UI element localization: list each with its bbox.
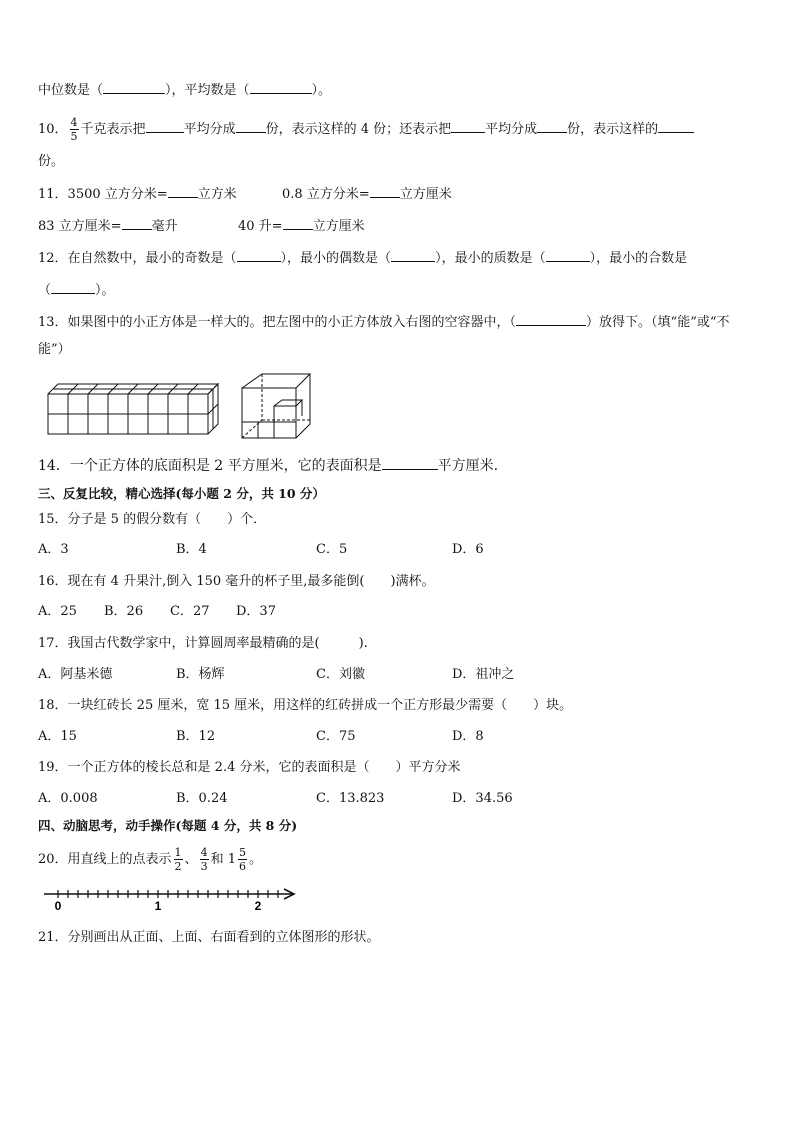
option-c[interactable]: C．27: [170, 604, 210, 619]
number-line: [40, 884, 310, 914]
fraction: $\frac{4}{3}$: [200, 846, 208, 873]
option-a[interactable]: A．阿基米德: [38, 667, 113, 682]
question-13: 13．如果图中的小正方体是一样大的。把左图中的小正方体放入右图的空容器中，（ ）放得下。（填“能”或“不: [38, 312, 730, 333]
answer-blank[interactable]: [51, 280, 95, 294]
answer-blank[interactable]: [382, 456, 438, 470]
option-d[interactable]: D．6: [452, 542, 484, 557]
option-d[interactable]: D．34.56: [452, 791, 513, 806]
answer-blank[interactable]: [451, 119, 485, 133]
question-21: 21．分别画出从正面、上面、右面看到的立体图形的形状。: [38, 930, 380, 945]
question-16: 16．现在有 4 升果汁,倒入 150 毫升的杯子里,最多能倒( )满杯。: [38, 574, 435, 589]
q9-tail: 中位数是（ ），平均数是（ ）。: [38, 80, 331, 101]
question-11-row1b: 0.8 立方分米= 立方厘米: [282, 184, 452, 205]
section-3-heading: 三、反复比较，精心选择(每小题 2 分，共 10 分）: [38, 486, 325, 501]
question-11-row1: 11．3500 立方分米= 立方米: [38, 184, 237, 205]
question-12-cont: （ ）。: [38, 280, 115, 301]
option-b[interactable]: B．0.24: [176, 791, 228, 806]
question-20: 20．用直线上的点表示 $\frac{1}{2}$ 、 $\frac{4}{3}$ 和 1 $\frac{5}{6}$ 。: [38, 846, 262, 873]
answer-blank[interactable]: [658, 119, 694, 133]
option-c[interactable]: C．5: [316, 542, 348, 557]
option-c[interactable]: C．13.823: [316, 791, 385, 806]
answer-blank[interactable]: [237, 248, 281, 262]
answer-blank[interactable]: [250, 80, 312, 94]
answer-blank[interactable]: [146, 119, 184, 133]
question-13-cont: 能”）: [38, 342, 71, 357]
option-b[interactable]: B．12: [176, 729, 216, 744]
answer-blank[interactable]: [391, 248, 435, 262]
question-11-row2b: 40 升= 立方厘米: [238, 216, 365, 237]
question-12: 12．在自然数中，最小的奇数是（ ），最小的偶数是（ ），最小的质数是（ ），最小的合数是: [38, 248, 687, 269]
option-a[interactable]: A．15: [38, 729, 77, 744]
question-10: 10． $\frac{4}{5}$ 千克表示把 平均分成 份，表示这样的 4 份；还表示把 平均分成 份，表示这样的: [38, 116, 694, 143]
option-d[interactable]: D．8: [452, 729, 484, 744]
fraction: $\frac{4}{5}$: [70, 116, 78, 143]
option-a[interactable]: A．0.008: [38, 791, 98, 806]
option-b[interactable]: B．4: [176, 542, 207, 557]
option-b[interactable]: B．26: [104, 604, 144, 619]
question-11-row2: 83 立方厘米= 毫升: [38, 216, 178, 237]
question-15: 15．分子是 5 的假分数有（ ）个．: [38, 512, 267, 527]
axis-label-1: 1: [154, 899, 162, 913]
question-17: 17．我国古代数学家中，计算圆周率最精确的是( ).: [38, 636, 368, 651]
fraction: $\frac{1}{2}$: [174, 846, 182, 873]
question-10-cont: 份。: [38, 154, 65, 169]
answer-blank[interactable]: [516, 312, 586, 326]
option-d[interactable]: D．祖冲之: [452, 667, 515, 682]
answer-blank[interactable]: [236, 119, 266, 133]
answer-blank[interactable]: [283, 216, 313, 230]
answer-blank[interactable]: [168, 184, 198, 198]
cube-block-figure: [44, 378, 234, 438]
question-19: 19．一个正方体的棱长总和是 2.4 分米，它的表面积是（ ）平方分米: [38, 760, 461, 775]
answer-blank[interactable]: [546, 248, 590, 262]
axis-label-2: 2: [254, 899, 262, 913]
option-d[interactable]: D．37: [236, 604, 276, 619]
option-c[interactable]: C．75: [316, 729, 356, 744]
option-a[interactable]: A．25: [38, 604, 77, 619]
option-b[interactable]: B．杨辉: [176, 667, 225, 682]
fraction: $\frac{5}{6}$: [238, 846, 246, 873]
question-18: 18．一块红砖长 25 厘米，宽 15 厘米，用这样的红砖拼成一个正方形最少需要（ ）块。: [38, 698, 573, 713]
option-c[interactable]: C．刘徽: [316, 667, 365, 682]
question-14: 14．一个正方体的底面积是 2 平方厘米，它的表面积是 平方厘米.: [38, 458, 499, 474]
answer-blank[interactable]: [103, 80, 165, 94]
option-a[interactable]: A．3: [38, 542, 69, 557]
answer-blank[interactable]: [370, 184, 400, 198]
container-figure: [238, 370, 318, 440]
answer-blank[interactable]: [537, 119, 567, 133]
axis-label-0: 0: [54, 899, 62, 913]
section-4-heading: 四、动脑思考，动手操作(每题 4 分，共 8 分): [38, 818, 298, 833]
answer-blank[interactable]: [122, 216, 152, 230]
